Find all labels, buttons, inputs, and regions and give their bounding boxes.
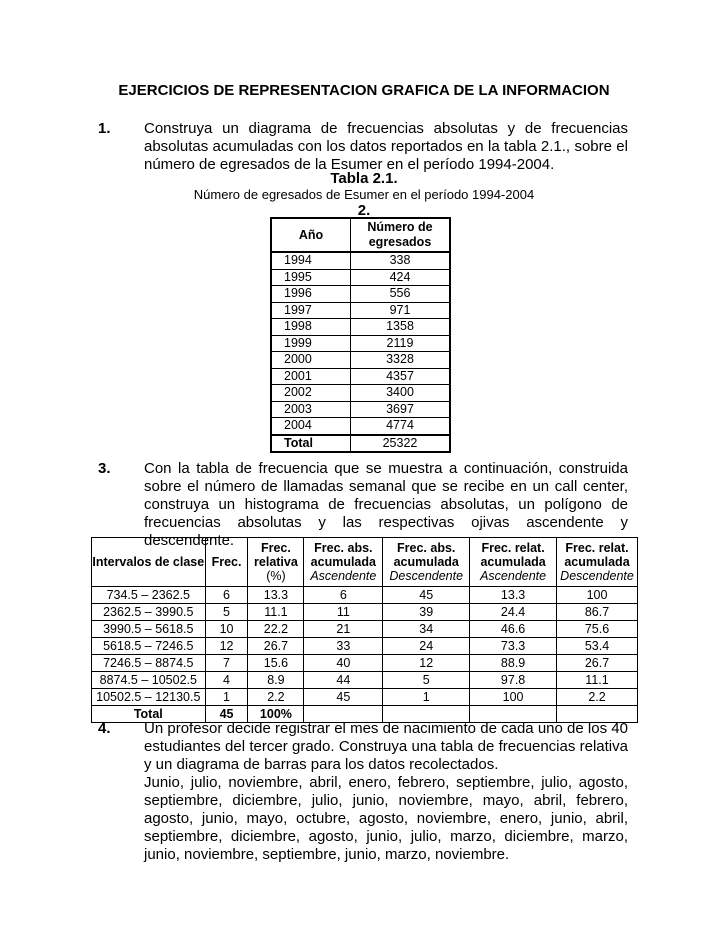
abs-desc-cell: 39 xyxy=(383,604,470,621)
rel-freq-cell: 8.9 xyxy=(248,672,304,689)
interval-cell: 8874.5 – 10502.5 xyxy=(92,672,206,689)
abs-desc-cell: 5 xyxy=(383,672,470,689)
interval-cell: 3990.5 – 5618.5 xyxy=(92,621,206,638)
header-year: Año xyxy=(271,218,351,252)
interval-cell: 10502.5 – 12130.5 xyxy=(92,689,206,706)
exercise-4-paragraph: Un profesor decide registrar el mes de nacimiento de cada uno de los 40 estudiantes del tercer grado. Construya una tabla de frecuencias relativa y un diagrama de barras para los datos recolectados. xyxy=(144,720,628,773)
exercise-4-data: Junio, julio, noviembre, abril, enero, febrero, septiembre, julio, agosto, septiembre, diciembre, julio, junio, noviembre, mayo, abril, febrero, agosto, junio, mayo, octubre, agosto, noviembre, enero, junio, abril, septiembre, diciembre, agosto, junio, julio, marzo, diciembre, marzo, junio, noviembre, septiembre, junio, marzo, noviembre. xyxy=(144,774,628,863)
rel-freq-cell: 13.3 xyxy=(248,587,304,604)
table-2-1-label: Tabla 2.1. xyxy=(330,170,398,187)
graduates-cell: 424 xyxy=(351,269,451,286)
freq-cell: 10 xyxy=(205,621,248,638)
table-row xyxy=(92,604,638,621)
abs-asc-cell: 21 xyxy=(304,621,383,638)
header-abs-desc-sub: Descendente xyxy=(389,569,464,583)
exercise-3-paragraph: Con la tabla de frecuencia que se muestra a continuación, construida sobre el número de llamadas semanal que se recibe en un call center, construya un histograma de frecuencias absolutas, un polígono de frecuencias absolutas y las respectivas ojivas ascendente y descendente. xyxy=(144,460,628,549)
header-abs-desc xyxy=(383,538,470,587)
rel-freq-cell: 2.2 xyxy=(248,689,304,706)
header-graduates: Número de egresados xyxy=(351,218,451,252)
year-cell: 1994 xyxy=(271,252,351,269)
year-cell: 2000 xyxy=(271,352,351,369)
exercise-1-text xyxy=(144,120,628,174)
rel-desc-cell: 86.7 xyxy=(557,604,638,621)
table-2-1-caption: Número de egresados de Esumer en el período 1994-2004 xyxy=(193,187,535,202)
header-abs-asc xyxy=(304,538,383,587)
interval-cell: 5618.5 – 7246.5 xyxy=(92,638,206,655)
table-total-row xyxy=(271,435,450,453)
abs-desc-cell: 12 xyxy=(383,655,470,672)
header-rel-desc-label: Frec. relat. acumulada xyxy=(564,541,630,569)
rel-desc-cell: 26.7 xyxy=(557,655,638,672)
header-rel-desc-sub: Descendente xyxy=(560,569,634,583)
abs-desc-cell: 34 xyxy=(383,621,470,638)
list-number-2: 2. xyxy=(357,202,371,219)
table-row xyxy=(271,286,450,303)
rel-freq-cell: 11.1 xyxy=(248,604,304,621)
table-row xyxy=(92,655,638,672)
abs-asc-cell: 6 xyxy=(304,587,383,604)
table-row xyxy=(92,672,638,689)
freq-cell: 12 xyxy=(205,638,248,655)
exercise-3-number: 3. xyxy=(98,460,111,477)
header-freq: Frec. xyxy=(205,538,248,587)
table-row xyxy=(271,302,450,319)
table-row xyxy=(271,269,450,286)
abs-asc-cell: 33 xyxy=(304,638,383,655)
exercise-4-number: 4. xyxy=(98,720,111,737)
freq-total-pct: 100% xyxy=(248,706,304,723)
table-row xyxy=(271,368,450,385)
graduates-cell: 971 xyxy=(351,302,451,319)
graduates-cell: 2119 xyxy=(351,335,451,352)
freq-total-label: Total xyxy=(92,706,206,723)
rel-asc-cell: 24.4 xyxy=(470,604,557,621)
year-cell: 2003 xyxy=(271,401,351,418)
abs-asc-cell: 40 xyxy=(304,655,383,672)
exercise-1-number: 1. xyxy=(98,120,111,137)
table-row xyxy=(92,621,638,638)
table-row xyxy=(271,352,450,369)
abs-asc-cell: 11 xyxy=(304,604,383,621)
header-rel-freq-label: Frec. relativa xyxy=(254,541,298,569)
abs-desc-cell: 1 xyxy=(383,689,470,706)
page-title: EJERCICIOS DE REPRESENTACION GRAFICA DE LA INFORMACION xyxy=(118,82,610,99)
header-abs-asc-label: Frec. abs. acumulada xyxy=(310,541,376,569)
interval-cell: 7246.5 – 8874.5 xyxy=(92,655,206,672)
graduates-cell: 3328 xyxy=(351,352,451,369)
freq-header-row xyxy=(92,538,638,587)
rel-asc-cell: 46.6 xyxy=(470,621,557,638)
header-rel-asc-label: Frec. relat. acumulada xyxy=(480,541,546,569)
table-row xyxy=(271,401,450,418)
header-abs-desc-label: Frec. abs. acumulada xyxy=(393,541,459,569)
interval-cell: 2362.5 – 3990.5 xyxy=(92,604,206,621)
abs-desc-cell: 24 xyxy=(383,638,470,655)
freq-cell: 5 xyxy=(205,604,248,621)
year-cell: 1997 xyxy=(271,302,351,319)
graduates-cell: 4774 xyxy=(351,418,451,435)
table-row xyxy=(271,252,450,269)
exercise-1-paragraph: Construya un diagrama de frecuencias absolutas y de frecuencias absolutas acumuladas con los datos reportados en la tabla 2.1., sobre el número de egresados de la Esumer en el período 1994-2004. xyxy=(144,120,628,173)
freq-total-freq: 45 xyxy=(205,706,248,723)
year-cell: 1995 xyxy=(271,269,351,286)
graduates-table xyxy=(270,217,451,453)
year-cell: 1998 xyxy=(271,319,351,336)
graduates-cell: 3400 xyxy=(351,385,451,402)
header-rel-desc xyxy=(557,538,638,587)
rel-desc-cell: 11.1 xyxy=(557,672,638,689)
table-row xyxy=(271,335,450,352)
table-row xyxy=(92,587,638,604)
total-label: Total xyxy=(271,435,351,453)
table-row xyxy=(271,385,450,402)
rel-asc-cell: 97.8 xyxy=(470,672,557,689)
rel-desc-cell: 53.4 xyxy=(557,638,638,655)
year-cell: 1999 xyxy=(271,335,351,352)
year-cell: 2004 xyxy=(271,418,351,435)
graduates-cell: 4357 xyxy=(351,368,451,385)
freq-cell: 4 xyxy=(205,672,248,689)
year-cell: 2002 xyxy=(271,385,351,402)
graduates-cell: 3697 xyxy=(351,401,451,418)
rel-asc-cell: 13.3 xyxy=(470,587,557,604)
abs-asc-cell: 45 xyxy=(304,689,383,706)
table-row xyxy=(271,418,450,435)
exercise-4-text xyxy=(144,720,628,864)
rel-asc-cell: 88.9 xyxy=(470,655,557,672)
header-rel-asc-sub: Ascendente xyxy=(480,569,547,583)
graduates-cell: 338 xyxy=(351,252,451,269)
table-header-row xyxy=(271,218,450,252)
table-row xyxy=(92,638,638,655)
table-row xyxy=(271,319,450,336)
frequency-table xyxy=(91,537,638,723)
total-value: 25322 xyxy=(351,435,451,453)
header-intervals: Intervalos de clase xyxy=(92,538,206,587)
interval-cell: 734.5 – 2362.5 xyxy=(92,587,206,604)
rel-asc-cell: 100 xyxy=(470,689,557,706)
abs-asc-cell: 44 xyxy=(304,672,383,689)
rel-desc-cell: 100 xyxy=(557,587,638,604)
header-abs-asc-sub: Ascendente xyxy=(310,569,377,583)
header-rel-freq-unit: (%) xyxy=(266,569,286,583)
rel-freq-cell: 22.2 xyxy=(248,621,304,638)
year-cell: 2001 xyxy=(271,368,351,385)
header-rel-asc xyxy=(470,538,557,587)
rel-asc-cell: 73.3 xyxy=(470,638,557,655)
rel-freq-cell: 26.7 xyxy=(248,638,304,655)
year-cell: 1996 xyxy=(271,286,351,303)
freq-cell: 6 xyxy=(205,587,248,604)
rel-freq-cell: 15.6 xyxy=(248,655,304,672)
freq-cell: 1 xyxy=(205,689,248,706)
table-row xyxy=(92,689,638,706)
rel-desc-cell: 2.2 xyxy=(557,689,638,706)
freq-cell: 7 xyxy=(205,655,248,672)
graduates-cell: 1358 xyxy=(351,319,451,336)
abs-desc-cell: 45 xyxy=(383,587,470,604)
graduates-cell: 556 xyxy=(351,286,451,303)
rel-desc-cell: 75.6 xyxy=(557,621,638,638)
header-rel-freq xyxy=(248,538,304,587)
